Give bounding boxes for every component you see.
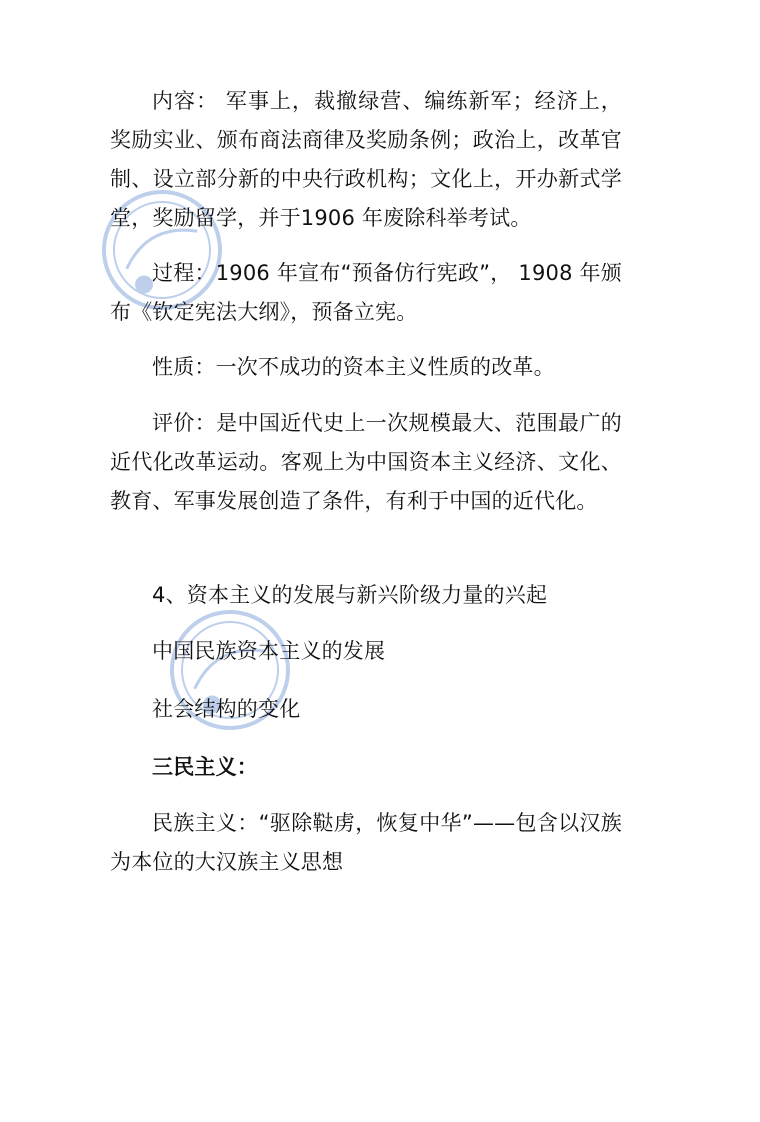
- subsection-heading: 中国民族资本主义的发展: [152, 639, 386, 663]
- three-principles-heading: 三民主义：: [152, 755, 258, 779]
- subsection-heading: 社会结构的变化: [152, 697, 301, 721]
- reform-evaluation-paragraph: 评价：是中国近代史上一次规模最大、范围最广的近代化改革运动。客观上为中国资本主义经济、文化、教育、军事发展创造了条件，有利于中国的近代化。: [110, 411, 622, 513]
- reform-process-paragraph: 过程：1906 年宣布“预备仿行宪政”， 1908 年颁布《钦定宪法大纲》，预备立宪。: [110, 261, 622, 324]
- section-heading: 4、资本主义的发展与新兴阶级力量的兴起: [152, 583, 548, 607]
- nationalism-paragraph: 民族主义：“驱除鞑虏，恢复中华”——包含以汉族为本位的大汉族主义思想: [110, 811, 622, 874]
- reform-content-paragraph: 内容： 军事上，裁撤绿营、编练新军；经济上，奖励实业、颁布商法商律及奖励条例；政治上，改革官制、设立部分新的中央行政机构；文化上，开办新式学堂，奖励留学，并于1906 年废除科举考试。: [110, 89, 622, 230]
- reform-nature-paragraph: 性质：一次不成功的资本主义性质的改革。: [152, 355, 555, 379]
